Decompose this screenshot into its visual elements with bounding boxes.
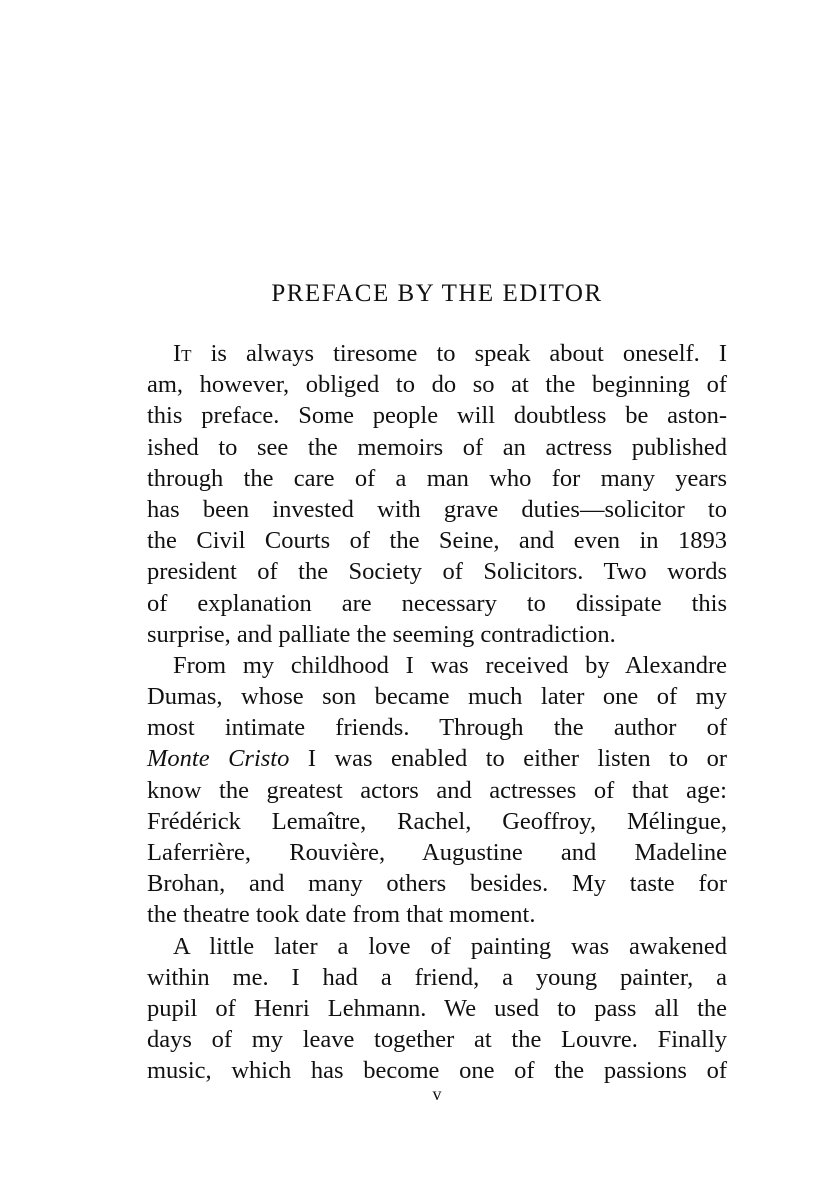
text-line: Dumas, whose son became much later one of my <box>147 683 727 711</box>
text-line: through the care of a man who for many years <box>147 464 727 492</box>
text-line: days of my leave together at the Louvre. Finally <box>147 1026 727 1054</box>
paragraph-3 <box>147 931 727 1087</box>
text-line: has been invested with grave duties—solicitor to <box>147 495 727 523</box>
text-line: am, however, obliged to do so at the beginning of <box>147 371 727 399</box>
text-line: know the greatest actors and actresses of that age: <box>147 776 727 804</box>
text-line: president of the Society of Solicitors. Two words <box>147 558 727 586</box>
page-number: v <box>432 1084 442 1104</box>
text-line: It is always tiresome to speak about oneself. I <box>173 340 727 367</box>
text-line: pupil of Henri Lehmann. We used to pass all the <box>147 994 727 1022</box>
text-line: surprise, and palliate the seeming contradiction. <box>147 620 616 648</box>
text-line: From my childhood I was received by Alexandre <box>173 651 727 679</box>
preface-body <box>147 338 727 1087</box>
text-line: the theatre took date from that moment. <box>147 901 536 929</box>
italic-title: Monte Cristo <box>147 745 290 773</box>
text-line: this preface. Some people will doubtless be aston- <box>147 402 727 430</box>
text-line: Frédérick Lemaître, Rachel, Geoffroy, Mélingue, <box>147 807 727 835</box>
text-line: of explanation are necessary to dissipate this <box>147 589 727 617</box>
paragraph-2 <box>147 650 727 931</box>
page-heading: PREFACE BY THE EDITOR <box>271 280 603 307</box>
paragraph-1 <box>147 338 727 650</box>
text-line: music, which has become one of the passions of <box>147 1057 727 1085</box>
text-line: within me. I had a friend, a young painter, a <box>147 963 727 991</box>
text-line: Laferrière, Rouvière, Augustine and Madeline <box>147 839 727 866</box>
text-line: Monte Cristo I was enabled to either listen to or <box>147 745 727 773</box>
text-line: ished to see the memoirs of an actress published <box>147 433 727 461</box>
text-line: Brohan, and many others besides. My taste for <box>147 870 727 898</box>
text-line: the Civil Courts of the Seine, and even in 1893 <box>147 527 727 555</box>
text-line: A little later a love of painting was awakened <box>173 932 727 960</box>
small-caps-opening: It <box>173 340 192 367</box>
text-line: most intimate friends. Through the author of <box>147 714 727 742</box>
